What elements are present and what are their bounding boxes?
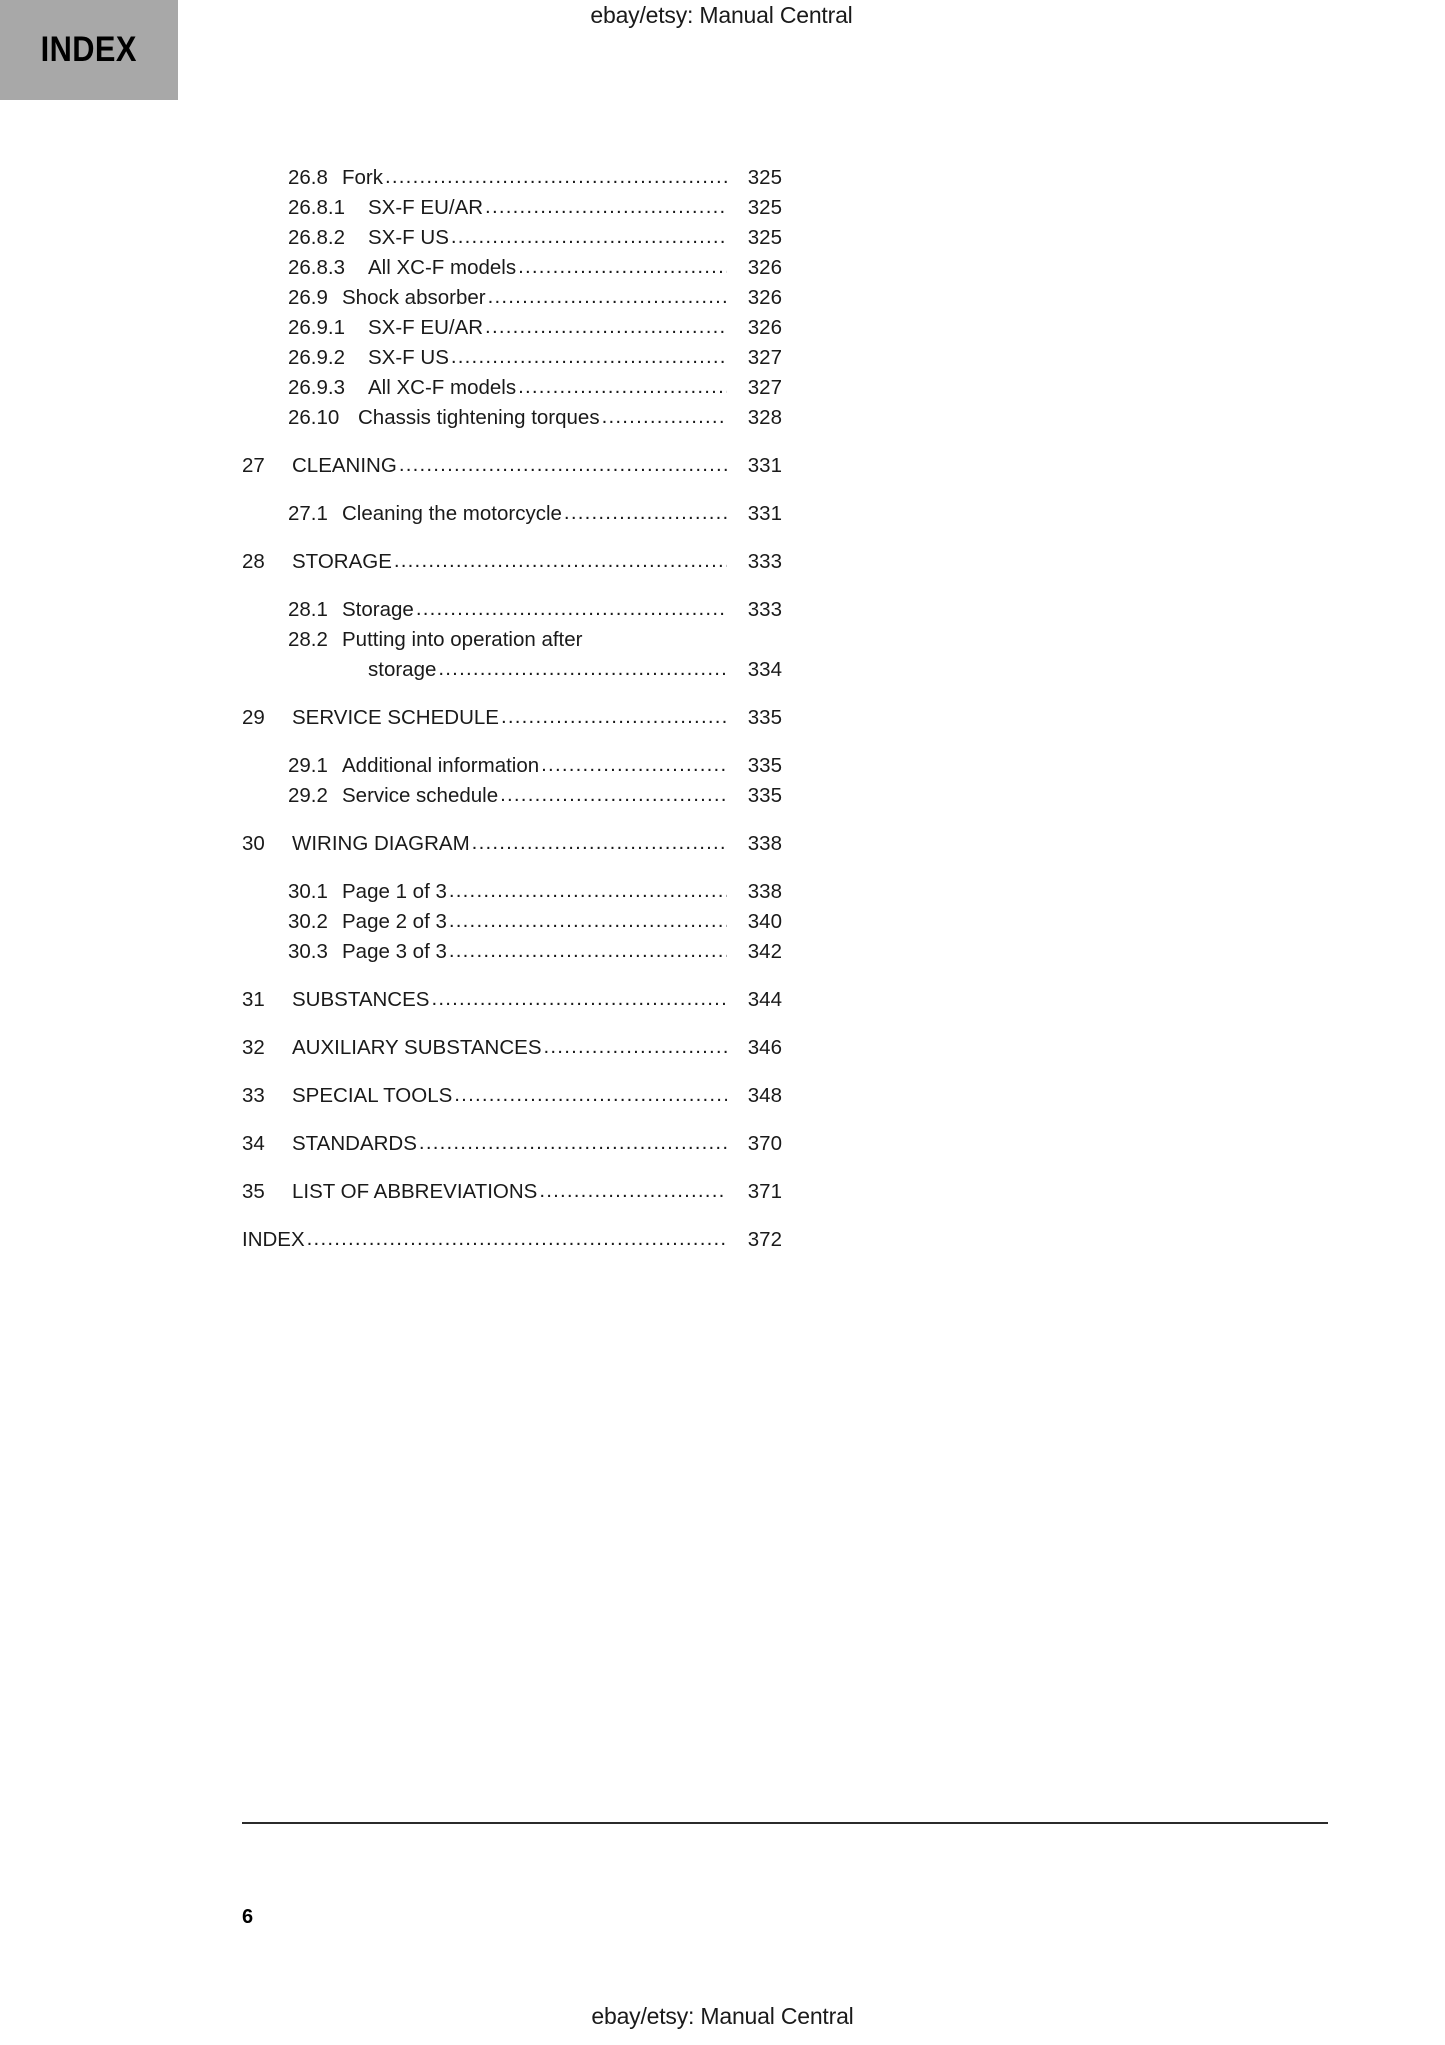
toc-entry-title: All XC-F models bbox=[368, 256, 517, 279]
toc-entry-title: Putting into operation after bbox=[342, 628, 583, 651]
toc-entry-number: 30.1 bbox=[288, 880, 328, 903]
toc-leader-dots bbox=[472, 828, 727, 858]
page-number: 6 bbox=[242, 1906, 254, 1928]
toc-entry-page: 325 bbox=[747, 166, 782, 189]
toc-entry-title: SERVICE SCHEDULE bbox=[292, 706, 499, 729]
toc-entry-page: 325 bbox=[747, 226, 782, 249]
toc-entry-page: 327 bbox=[747, 376, 782, 399]
footer-divider bbox=[242, 1822, 1328, 1824]
toc-entry-title: SUBSTANCES bbox=[292, 988, 430, 1011]
toc-entry-page: 331 bbox=[747, 454, 782, 477]
toc-entry-title: INDEX bbox=[242, 1228, 305, 1251]
toc-entry[interactable] bbox=[242, 781, 782, 811]
toc-leader-dots bbox=[451, 342, 727, 372]
toc-entry[interactable] bbox=[242, 1129, 782, 1159]
toc-entry-number: 26.9 bbox=[288, 286, 328, 309]
toc-entry-number: 28.1 bbox=[288, 598, 328, 621]
toc-entry-page: 335 bbox=[747, 706, 782, 729]
footer-watermark bbox=[0, 2003, 1445, 2030]
toc-leader-dots bbox=[602, 402, 727, 432]
toc-entry-number: 29.1 bbox=[288, 754, 328, 777]
toc-leader-dots bbox=[500, 780, 727, 810]
toc-group bbox=[242, 163, 782, 433]
toc-entry-title: SX-F EU/AR bbox=[368, 196, 484, 219]
toc-entry-number: 27.1 bbox=[288, 502, 328, 525]
toc-entry-number: 26.8 bbox=[288, 166, 328, 189]
toc-entry[interactable] bbox=[242, 223, 782, 253]
toc-entry-page: 334 bbox=[747, 658, 782, 681]
toc-group bbox=[242, 547, 782, 577]
toc-entry[interactable] bbox=[242, 937, 782, 967]
toc-leader-dots bbox=[385, 162, 727, 192]
toc-group bbox=[242, 985, 782, 1015]
toc-leader-dots bbox=[416, 594, 727, 624]
toc-entry-number: 33 bbox=[242, 1084, 265, 1107]
toc-entry-title: STORAGE bbox=[292, 550, 392, 573]
toc-entry[interactable] bbox=[242, 751, 782, 781]
toc-entry-page: 327 bbox=[747, 346, 782, 369]
toc-entry-page: 371 bbox=[747, 1180, 782, 1203]
toc-entry-page: 333 bbox=[747, 598, 782, 621]
toc-leader-dots bbox=[438, 654, 727, 684]
toc-entry-number: 29 bbox=[242, 706, 265, 729]
toc-group bbox=[242, 595, 782, 685]
toc-entry[interactable] bbox=[242, 907, 782, 937]
toc-group bbox=[242, 1225, 782, 1255]
toc-leader-dots bbox=[449, 876, 727, 906]
toc-leader-dots bbox=[518, 252, 727, 282]
toc-leader-dots bbox=[431, 984, 727, 1014]
toc-entry-number: 28 bbox=[242, 550, 265, 573]
toc-entry-number: 26.8.1 bbox=[288, 196, 345, 219]
toc-entry[interactable] bbox=[242, 625, 782, 655]
toc-entry-page: 344 bbox=[747, 988, 782, 1011]
toc-leader-dots bbox=[501, 702, 727, 732]
toc-entry-page: 326 bbox=[747, 316, 782, 339]
toc-group bbox=[242, 877, 782, 967]
footer-watermark-text: ebay/etsy: Manual Central bbox=[591, 2003, 854, 2029]
toc-entry-page: 328 bbox=[747, 406, 782, 429]
toc-entry-title: Service schedule bbox=[342, 784, 499, 807]
toc-entry[interactable] bbox=[242, 829, 782, 859]
toc-entry[interactable] bbox=[242, 1177, 782, 1207]
toc-entry-title: Page 2 of 3 bbox=[342, 910, 447, 933]
toc-entry-page: 326 bbox=[747, 286, 782, 309]
toc-group bbox=[242, 1129, 782, 1159]
toc-entry-number: 26.9.2 bbox=[288, 346, 345, 369]
toc-leader-dots bbox=[539, 1176, 727, 1206]
toc-entry-number: 28.2 bbox=[288, 628, 328, 651]
toc-entry[interactable] bbox=[242, 403, 782, 433]
toc-entry-title: Fork bbox=[342, 166, 383, 189]
toc-entry-title: WIRING DIAGRAM bbox=[292, 832, 470, 855]
toc-entry-continuation[interactable] bbox=[242, 655, 782, 685]
toc-entry[interactable] bbox=[242, 193, 782, 223]
toc-entry[interactable] bbox=[242, 547, 782, 577]
toc-group bbox=[242, 1033, 782, 1063]
toc-entry-number: 26.8.3 bbox=[288, 256, 345, 279]
toc-entry-title: Storage bbox=[342, 598, 414, 621]
toc-entry-number: 26.9.1 bbox=[288, 316, 345, 339]
toc-leader-dots bbox=[449, 906, 727, 936]
toc-entry-page: 331 bbox=[747, 502, 782, 525]
toc-group bbox=[242, 703, 782, 733]
toc-group bbox=[242, 1081, 782, 1111]
toc-entry-page: 348 bbox=[747, 1084, 782, 1107]
toc-entry[interactable] bbox=[242, 499, 782, 529]
toc-group bbox=[242, 499, 782, 529]
toc-leader-dots bbox=[399, 450, 727, 480]
toc-group bbox=[242, 451, 782, 481]
toc-group bbox=[242, 829, 782, 859]
toc-entry-title: LIST OF ABBREVIATIONS bbox=[292, 1180, 538, 1203]
toc-entry-title-continued: storage bbox=[368, 658, 437, 681]
toc-entry-number: 35 bbox=[242, 1180, 265, 1203]
toc-entry[interactable] bbox=[242, 313, 782, 343]
toc-leader-dots bbox=[307, 1224, 727, 1254]
header-watermark-text: ebay/etsy: Manual Central bbox=[590, 2, 853, 28]
toc-leader-dots bbox=[564, 498, 727, 528]
toc-entry-number: 30.2 bbox=[288, 910, 328, 933]
toc-entry-page: 338 bbox=[747, 880, 782, 903]
toc-entry-number: 26.8.2 bbox=[288, 226, 345, 249]
toc-entry-number: 30.3 bbox=[288, 940, 328, 963]
toc-entry-title: SX-F EU/AR bbox=[368, 316, 484, 339]
toc-entry[interactable] bbox=[242, 877, 782, 907]
toc-entry-title: Additional information bbox=[342, 754, 540, 777]
index-section-tab-label: INDEX bbox=[40, 30, 138, 69]
toc-entry-number: 27 bbox=[242, 454, 265, 477]
toc-entry-title: Cleaning the motorcycle bbox=[342, 502, 562, 525]
toc-entry[interactable] bbox=[242, 283, 782, 313]
toc-entry[interactable] bbox=[242, 703, 782, 733]
toc-entry[interactable] bbox=[242, 1225, 782, 1255]
toc-entry-page: 326 bbox=[747, 256, 782, 279]
toc-entry-title: STANDARDS bbox=[292, 1132, 417, 1155]
toc-entry-title: All XC-F models bbox=[368, 376, 517, 399]
toc-entry-title: AUXILIARY SUBSTANCES bbox=[292, 1036, 542, 1059]
toc-leader-dots bbox=[541, 750, 727, 780]
toc-entry-page: 333 bbox=[747, 550, 782, 573]
toc-entry[interactable] bbox=[242, 451, 782, 481]
toc-entry[interactable] bbox=[242, 1033, 782, 1063]
toc-entry-title: SPECIAL TOOLS bbox=[292, 1084, 453, 1107]
toc-leader-dots bbox=[454, 1080, 727, 1110]
toc-leader-dots bbox=[485, 192, 727, 222]
toc-entry-page: 372 bbox=[747, 1228, 782, 1251]
toc-entry[interactable] bbox=[242, 253, 782, 283]
toc-entry[interactable] bbox=[242, 163, 782, 193]
toc-leader-dots bbox=[451, 222, 727, 252]
toc-leader-dots bbox=[419, 1128, 727, 1158]
toc-entry-page: 346 bbox=[747, 1036, 782, 1059]
toc-entry-page: 370 bbox=[747, 1132, 782, 1155]
toc-entry-title: Chassis tightening torques bbox=[358, 406, 600, 429]
toc-leader-dots bbox=[518, 372, 727, 402]
header-watermark bbox=[0, 2, 1445, 29]
toc-entry[interactable] bbox=[242, 595, 782, 625]
toc-entry-number: 34 bbox=[242, 1132, 265, 1155]
toc-leader-dots bbox=[449, 936, 727, 966]
toc-entry-number: 29.2 bbox=[288, 784, 328, 807]
toc-entry-title: CLEANING bbox=[292, 454, 397, 477]
toc-entry-number: 26.10 bbox=[288, 406, 340, 429]
toc-entry[interactable] bbox=[242, 373, 782, 403]
toc-entry[interactable] bbox=[242, 1081, 782, 1111]
toc-entry-page: 340 bbox=[747, 910, 782, 933]
toc-entry-number: 32 bbox=[242, 1036, 265, 1059]
toc-entry-number: 30 bbox=[242, 832, 265, 855]
toc-entry-number: 26.9.3 bbox=[288, 376, 345, 399]
toc-entry-page: 335 bbox=[747, 784, 782, 807]
toc-leader-dots bbox=[485, 312, 727, 342]
toc-entry-page: 342 bbox=[747, 940, 782, 963]
toc-entry-title: SX-F US bbox=[368, 346, 449, 369]
toc-group bbox=[242, 751, 782, 811]
toc-entry[interactable] bbox=[242, 343, 782, 373]
toc-entry-title: SX-F US bbox=[368, 226, 449, 249]
toc-leader-dots bbox=[544, 1032, 727, 1062]
toc-entry-page: 335 bbox=[747, 754, 782, 777]
toc-entry-title: Page 3 of 3 bbox=[342, 940, 447, 963]
toc-entry-title: Page 1 of 3 bbox=[342, 880, 447, 903]
toc-entry-page: 325 bbox=[747, 196, 782, 219]
toc-entry-page: 338 bbox=[747, 832, 782, 855]
toc-leader-dots bbox=[488, 282, 727, 312]
toc-group bbox=[242, 1177, 782, 1207]
toc-entry-title: Shock absorber bbox=[342, 286, 486, 309]
toc-entry-number: 31 bbox=[242, 988, 265, 1011]
table-of-contents bbox=[242, 163, 782, 1255]
toc-leader-dots bbox=[394, 546, 727, 576]
toc-entry[interactable] bbox=[242, 985, 782, 1015]
